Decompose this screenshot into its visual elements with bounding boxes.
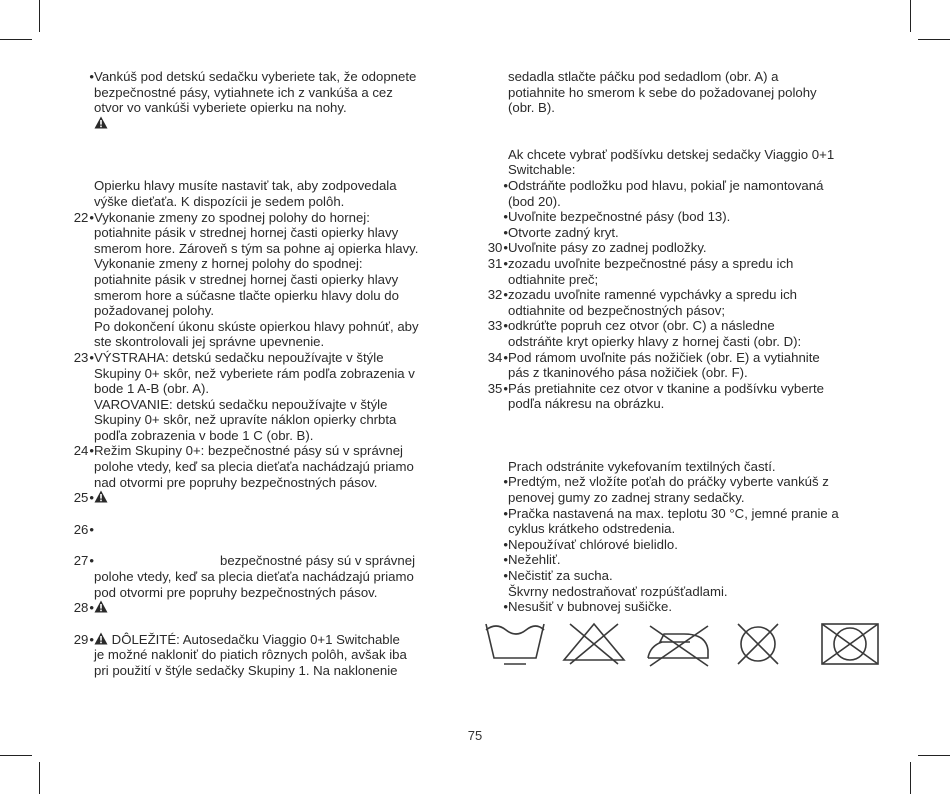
list-item — [70, 490, 466, 506]
line-text: polohe vtedy, keď sa plecia dieťaťa nachádzajú priamo — [94, 459, 414, 475]
text-line — [508, 272, 880, 288]
list-item — [70, 69, 466, 116]
item-marker — [484, 537, 508, 553]
text-line — [508, 225, 880, 241]
item-number: 25 — [73, 490, 89, 506]
list-item — [484, 599, 880, 615]
bullet-icon: • — [503, 224, 508, 240]
line-text: výške dieťaťa. K dispozícii je sedem polôh. — [94, 193, 345, 209]
line-text: Pod rámom uvoľnite pás nožičiek (obr. E) a vytiahnite — [508, 349, 820, 365]
spacer — [484, 116, 880, 147]
item-marker — [484, 350, 508, 366]
line-text: cyklus krátkeho odstredenia. — [508, 521, 676, 537]
text-line — [508, 584, 880, 600]
bullet-icon: • — [89, 521, 94, 537]
text-line — [508, 194, 880, 210]
line-text: smerom hore a súčasne tlačte opierku hlavy dolu do — [94, 287, 399, 303]
text-line — [508, 599, 880, 615]
text-line — [94, 397, 466, 413]
item-marker — [484, 599, 508, 615]
line-text: ste skontrolovali jej správne upevnenie. — [94, 334, 325, 350]
line-text: Režim Skupiny 0+: bezpečnostné pásy sú v správnej — [94, 443, 403, 459]
item-number: 30 — [487, 240, 503, 256]
item-marker — [484, 506, 508, 522]
item-number: 32 — [487, 287, 503, 303]
bullet-icon: • — [89, 443, 94, 459]
crop-mark — [0, 755, 32, 756]
line-text: Prach odstránite vykefovaním textilných častí. — [508, 458, 776, 474]
item-marker — [484, 552, 508, 568]
spacer — [70, 537, 466, 553]
line-text: (obr. B). — [508, 100, 555, 116]
warning-icon — [94, 116, 108, 129]
text-line — [94, 412, 466, 428]
text-line — [94, 303, 466, 319]
line-text: penovej gumy zo zadnej strany sedačky. — [508, 490, 745, 506]
text-line — [94, 225, 466, 241]
line-text: Skupiny 0+ skôr, než upravíte náklon opierky chrbta — [94, 412, 397, 428]
text-line — [94, 350, 466, 366]
item-marker — [484, 240, 508, 256]
line-text: odtiahnite od bezpečnostných pásov; — [508, 302, 726, 318]
list-item — [484, 225, 880, 241]
line-text: pri použití v štýle sedačky Skupiny 1. Na naklonenie — [94, 663, 398, 678]
line-text: smerom hore. Zároveň s tým sa pohne aj opierka hlavy. — [94, 240, 419, 256]
warning-block — [70, 116, 466, 132]
bullet-icon: • — [503, 287, 508, 303]
paragraph — [484, 459, 880, 475]
bullet-icon: • — [503, 209, 508, 225]
item-marker — [484, 178, 508, 194]
line-text: Vykonanie zmeny z hornej polohy do spodnej: — [94, 256, 363, 272]
text-line — [94, 443, 466, 459]
item-marker — [484, 256, 508, 272]
line-text: je možné nakloniť do piatich rôznych polôh, avšak iba — [94, 647, 407, 663]
item-number: 31 — [487, 255, 503, 271]
list-item — [484, 256, 880, 287]
item-marker — [484, 287, 508, 303]
bullet-icon: • — [89, 209, 94, 225]
line-text: odstráňte kryt opierky hlavy z hornej časti (obr. D): — [508, 333, 802, 349]
list-item — [70, 350, 466, 444]
text-line — [508, 85, 880, 101]
spacer — [484, 412, 880, 459]
bullet-icon: • — [503, 599, 508, 615]
item-marker — [70, 632, 94, 648]
bullet-icon: • — [503, 536, 508, 552]
left-column — [70, 69, 466, 679]
line-text: pod otvormi pre popruhy bezpečnostných pásov. — [94, 584, 378, 600]
item-number: 24 — [73, 443, 89, 459]
text-line — [508, 490, 880, 506]
spacer — [70, 506, 466, 522]
warning-icon — [94, 490, 108, 503]
text-line — [94, 553, 466, 569]
list-item — [70, 443, 466, 490]
line-text: zozadu uvoľnite bezpečnostné pásy a spredu ich — [508, 255, 794, 271]
item-number: 33 — [487, 318, 503, 334]
washing-30-gentle-icon — [486, 624, 544, 664]
line-text: Opierku hlavy musíte nastaviť tak, aby zodpovedala — [94, 178, 397, 194]
line-text: Pračka nastavená na max. teplotu 30 °C, jemné pranie a — [508, 505, 839, 521]
item-marker — [70, 600, 94, 616]
item-marker — [70, 69, 94, 85]
right-column — [484, 69, 880, 615]
text-line — [508, 287, 880, 303]
text-line — [508, 209, 880, 225]
item-marker — [70, 522, 94, 538]
bullet-icon: • — [503, 177, 508, 193]
crop-mark — [918, 39, 950, 40]
crop-mark — [39, 0, 40, 32]
line-text: požadovanej polohy. — [94, 303, 215, 319]
item-marker — [70, 210, 94, 226]
item-marker — [70, 553, 94, 569]
text-line — [508, 69, 880, 85]
list-item — [484, 381, 880, 412]
list-item — [70, 522, 466, 538]
item-marker — [484, 474, 508, 490]
line-text: bezpečnostné pásy, vytiahnete ich z vankúša a cez — [94, 84, 393, 100]
text-line — [94, 459, 466, 475]
item-number: 27 — [73, 553, 89, 569]
list-item — [484, 537, 880, 553]
bullet-icon: • — [89, 600, 94, 616]
list-item — [484, 506, 880, 537]
line-text: Switchable: — [508, 162, 576, 178]
line-text: DÔLEŽITÉ: Autosedačku Viaggio 0+1 Switchable — [111, 631, 400, 647]
item-number: 29 — [73, 631, 89, 647]
line-text: Nečistiť za sucha. — [508, 568, 613, 584]
line-text: Nesušiť v bubnovej sušičke. — [508, 599, 673, 615]
text-line — [508, 365, 880, 381]
item-marker — [484, 381, 508, 397]
text-line — [94, 632, 466, 648]
no-iron-icon — [648, 626, 708, 666]
text-line — [508, 334, 880, 350]
list-item — [484, 240, 880, 256]
line-text: potiahnite pásik v strednej hornej časti opierky hlavy — [94, 225, 399, 241]
crop-mark — [39, 762, 40, 794]
text-line — [94, 178, 466, 194]
line-text: Otvorte zadný kryt. — [508, 224, 619, 240]
line-text: odkrúťte popruh cez otvor (obr. C) a následne — [508, 318, 775, 334]
line-text: polohe vtedy, keď sa plecia dieťaťa nachádzajú priamo — [94, 569, 414, 585]
text-line — [508, 474, 880, 490]
bullet-icon: • — [503, 505, 508, 521]
line-text: podľa nákresu na obrázku. — [508, 396, 665, 412]
text-line — [508, 256, 880, 272]
line-text: pás z tkaninového pása nožičiek (obr. F). — [508, 365, 748, 381]
line-text: nad otvormi pre popruhy bezpečnostných pásov. — [94, 474, 378, 490]
text-line — [508, 568, 880, 584]
care-symbols — [484, 620, 884, 668]
text-line — [94, 663, 466, 679]
text-line — [508, 303, 880, 319]
line-text: Skupiny 0+ skôr, než vyberiete rám podľa zobrazenia v — [94, 365, 415, 381]
bullet-icon: • — [89, 490, 94, 506]
line-text: potiahnite pásik v strednej hornej časti opierky hlavy — [94, 271, 399, 287]
item-number: 28 — [73, 600, 89, 616]
text-line — [508, 318, 880, 334]
text-line — [94, 428, 466, 444]
no-bleach-icon — [564, 624, 624, 664]
text-line — [508, 537, 880, 553]
text-line — [508, 506, 880, 522]
spacer — [70, 131, 466, 178]
line-text: VAROVANIE: detskú sedačku nepoužívajte v štýle — [94, 396, 388, 412]
list-item — [484, 318, 880, 349]
text-line — [94, 288, 466, 304]
list-item — [484, 209, 880, 225]
crop-mark — [910, 0, 911, 32]
page-number: 75 — [467, 728, 483, 743]
text-line — [94, 569, 466, 585]
item-marker — [70, 443, 94, 459]
text-line — [94, 475, 466, 491]
text-line — [94, 319, 466, 335]
bullet-icon: • — [503, 474, 508, 490]
paragraph — [484, 69, 880, 116]
text-line — [94, 647, 466, 663]
line-text: zozadu uvoľnite ramenné vypchávky a spredu ich — [508, 287, 798, 303]
bullet-icon: • — [503, 240, 508, 256]
line-text: sedadla stlačte páčku pod sedadlom (obr. A) a — [508, 69, 779, 84]
line-text: VÝSTRAHA: detskú sedačku nepoužívajte v štýle — [94, 349, 384, 365]
line-text: otvor vo vankúši vyberiete opierku na nohy. — [94, 100, 347, 116]
list-item — [70, 600, 466, 616]
text-line — [94, 522, 466, 538]
text-line — [508, 521, 880, 537]
bullet-icon: • — [89, 553, 94, 569]
line-text: Nežehliť. — [508, 552, 561, 568]
line-text: Uvoľnite bezpečnostné pásy (bod 13). — [508, 209, 731, 225]
item-marker — [70, 350, 94, 366]
text-line — [508, 178, 880, 194]
paragraph — [484, 147, 880, 178]
line-text: Škvrny nedostraňovať rozpúšťadlami. — [508, 583, 728, 599]
line-text: (bod 20). — [508, 193, 561, 209]
bullet-icon: • — [89, 69, 94, 84]
line-text: Predtým, než vložíte poťah do práčky vyberte vankúš z — [508, 474, 829, 490]
item-number: 34 — [487, 349, 503, 365]
line-text: Vykonanie zmeny zo spodnej polohy do hornej: — [94, 209, 370, 225]
bullet-icon: • — [503, 380, 508, 396]
list-item — [484, 287, 880, 318]
bullet-icon: • — [503, 349, 508, 365]
line-text: podľa zobrazenia v bode 1 C (obr. B). — [94, 427, 314, 443]
line-text: bezpečnostné pásy sú v správnej — [220, 553, 415, 569]
text-line — [94, 585, 466, 601]
text-line — [94, 210, 466, 226]
no-tumble-dry-icon — [822, 624, 878, 664]
warning-icon — [94, 600, 108, 613]
crop-mark — [0, 39, 32, 40]
line-text: bode 1 A-B (obr. A). — [94, 381, 210, 397]
text-line — [508, 381, 880, 397]
line-text: Ak chcete vybrať podšívku detskej sedačky Viaggio 0+1 — [508, 146, 835, 162]
bullet-icon: • — [503, 255, 508, 271]
text-line — [94, 194, 466, 210]
item-marker — [484, 209, 508, 225]
line-text: Odstráňte podložku pod hlavu, pokiaľ je namontovaná — [508, 177, 824, 193]
bullet-icon: • — [503, 552, 508, 568]
item-number: 35 — [487, 380, 503, 396]
text-line — [508, 350, 880, 366]
text-line — [94, 272, 466, 288]
bullet-icon: • — [89, 631, 94, 647]
text-line — [94, 85, 466, 101]
line-text: Uvoľnite pásy zo zadnej podložky. — [508, 240, 707, 256]
line-text: odtiahnite preč; — [508, 271, 599, 287]
line-text: Po dokončení úkonu skúste opierkou hlavy pohnúť, aby — [94, 318, 419, 334]
bullet-icon: • — [503, 568, 508, 584]
no-dry-clean-icon — [738, 624, 778, 664]
paragraph — [70, 178, 466, 209]
text-line — [508, 147, 880, 163]
item-number: 23 — [73, 349, 89, 365]
text-line — [94, 256, 466, 272]
item-number: 22 — [73, 209, 89, 225]
item-marker — [70, 490, 94, 506]
text-line — [508, 459, 880, 475]
crop-mark — [910, 762, 911, 794]
text-line — [94, 69, 466, 85]
text-line — [508, 162, 880, 178]
text-line — [94, 100, 466, 116]
text-line — [94, 241, 466, 257]
text-line — [508, 100, 880, 116]
list-item — [70, 210, 466, 350]
list-item — [484, 474, 880, 505]
bullet-icon: • — [503, 318, 508, 334]
line-text: potiahnite ho smerom k sebe do požadovanej polohy — [508, 84, 817, 100]
item-marker — [484, 318, 508, 334]
line-text: Pás pretiahnite cez otvor v tkanine a podšívku vyberte — [508, 380, 824, 396]
line-text: Vankúš pod detskú sedačku vyberiete tak, že odopnete — [94, 69, 417, 84]
line-text: Nepoužívať chlórové bielidlo. — [508, 536, 678, 552]
list-item — [70, 632, 466, 679]
text-line — [94, 366, 466, 382]
item-number: 26 — [73, 521, 89, 537]
text-line — [508, 240, 880, 256]
crop-mark — [918, 755, 950, 756]
text-line — [508, 396, 880, 412]
text-line — [94, 334, 466, 350]
item-marker — [484, 225, 508, 241]
warning-icon — [94, 632, 108, 645]
list-item — [484, 178, 880, 209]
list-item — [484, 552, 880, 568]
list-item — [484, 350, 880, 381]
text-line — [94, 600, 466, 616]
list-item — [70, 553, 466, 600]
bullet-icon: • — [89, 349, 94, 365]
list-item — [484, 568, 880, 599]
item-marker — [484, 568, 508, 584]
text-line — [94, 490, 466, 506]
text-line — [508, 552, 880, 568]
spacer — [70, 616, 466, 632]
text-line — [94, 381, 466, 397]
